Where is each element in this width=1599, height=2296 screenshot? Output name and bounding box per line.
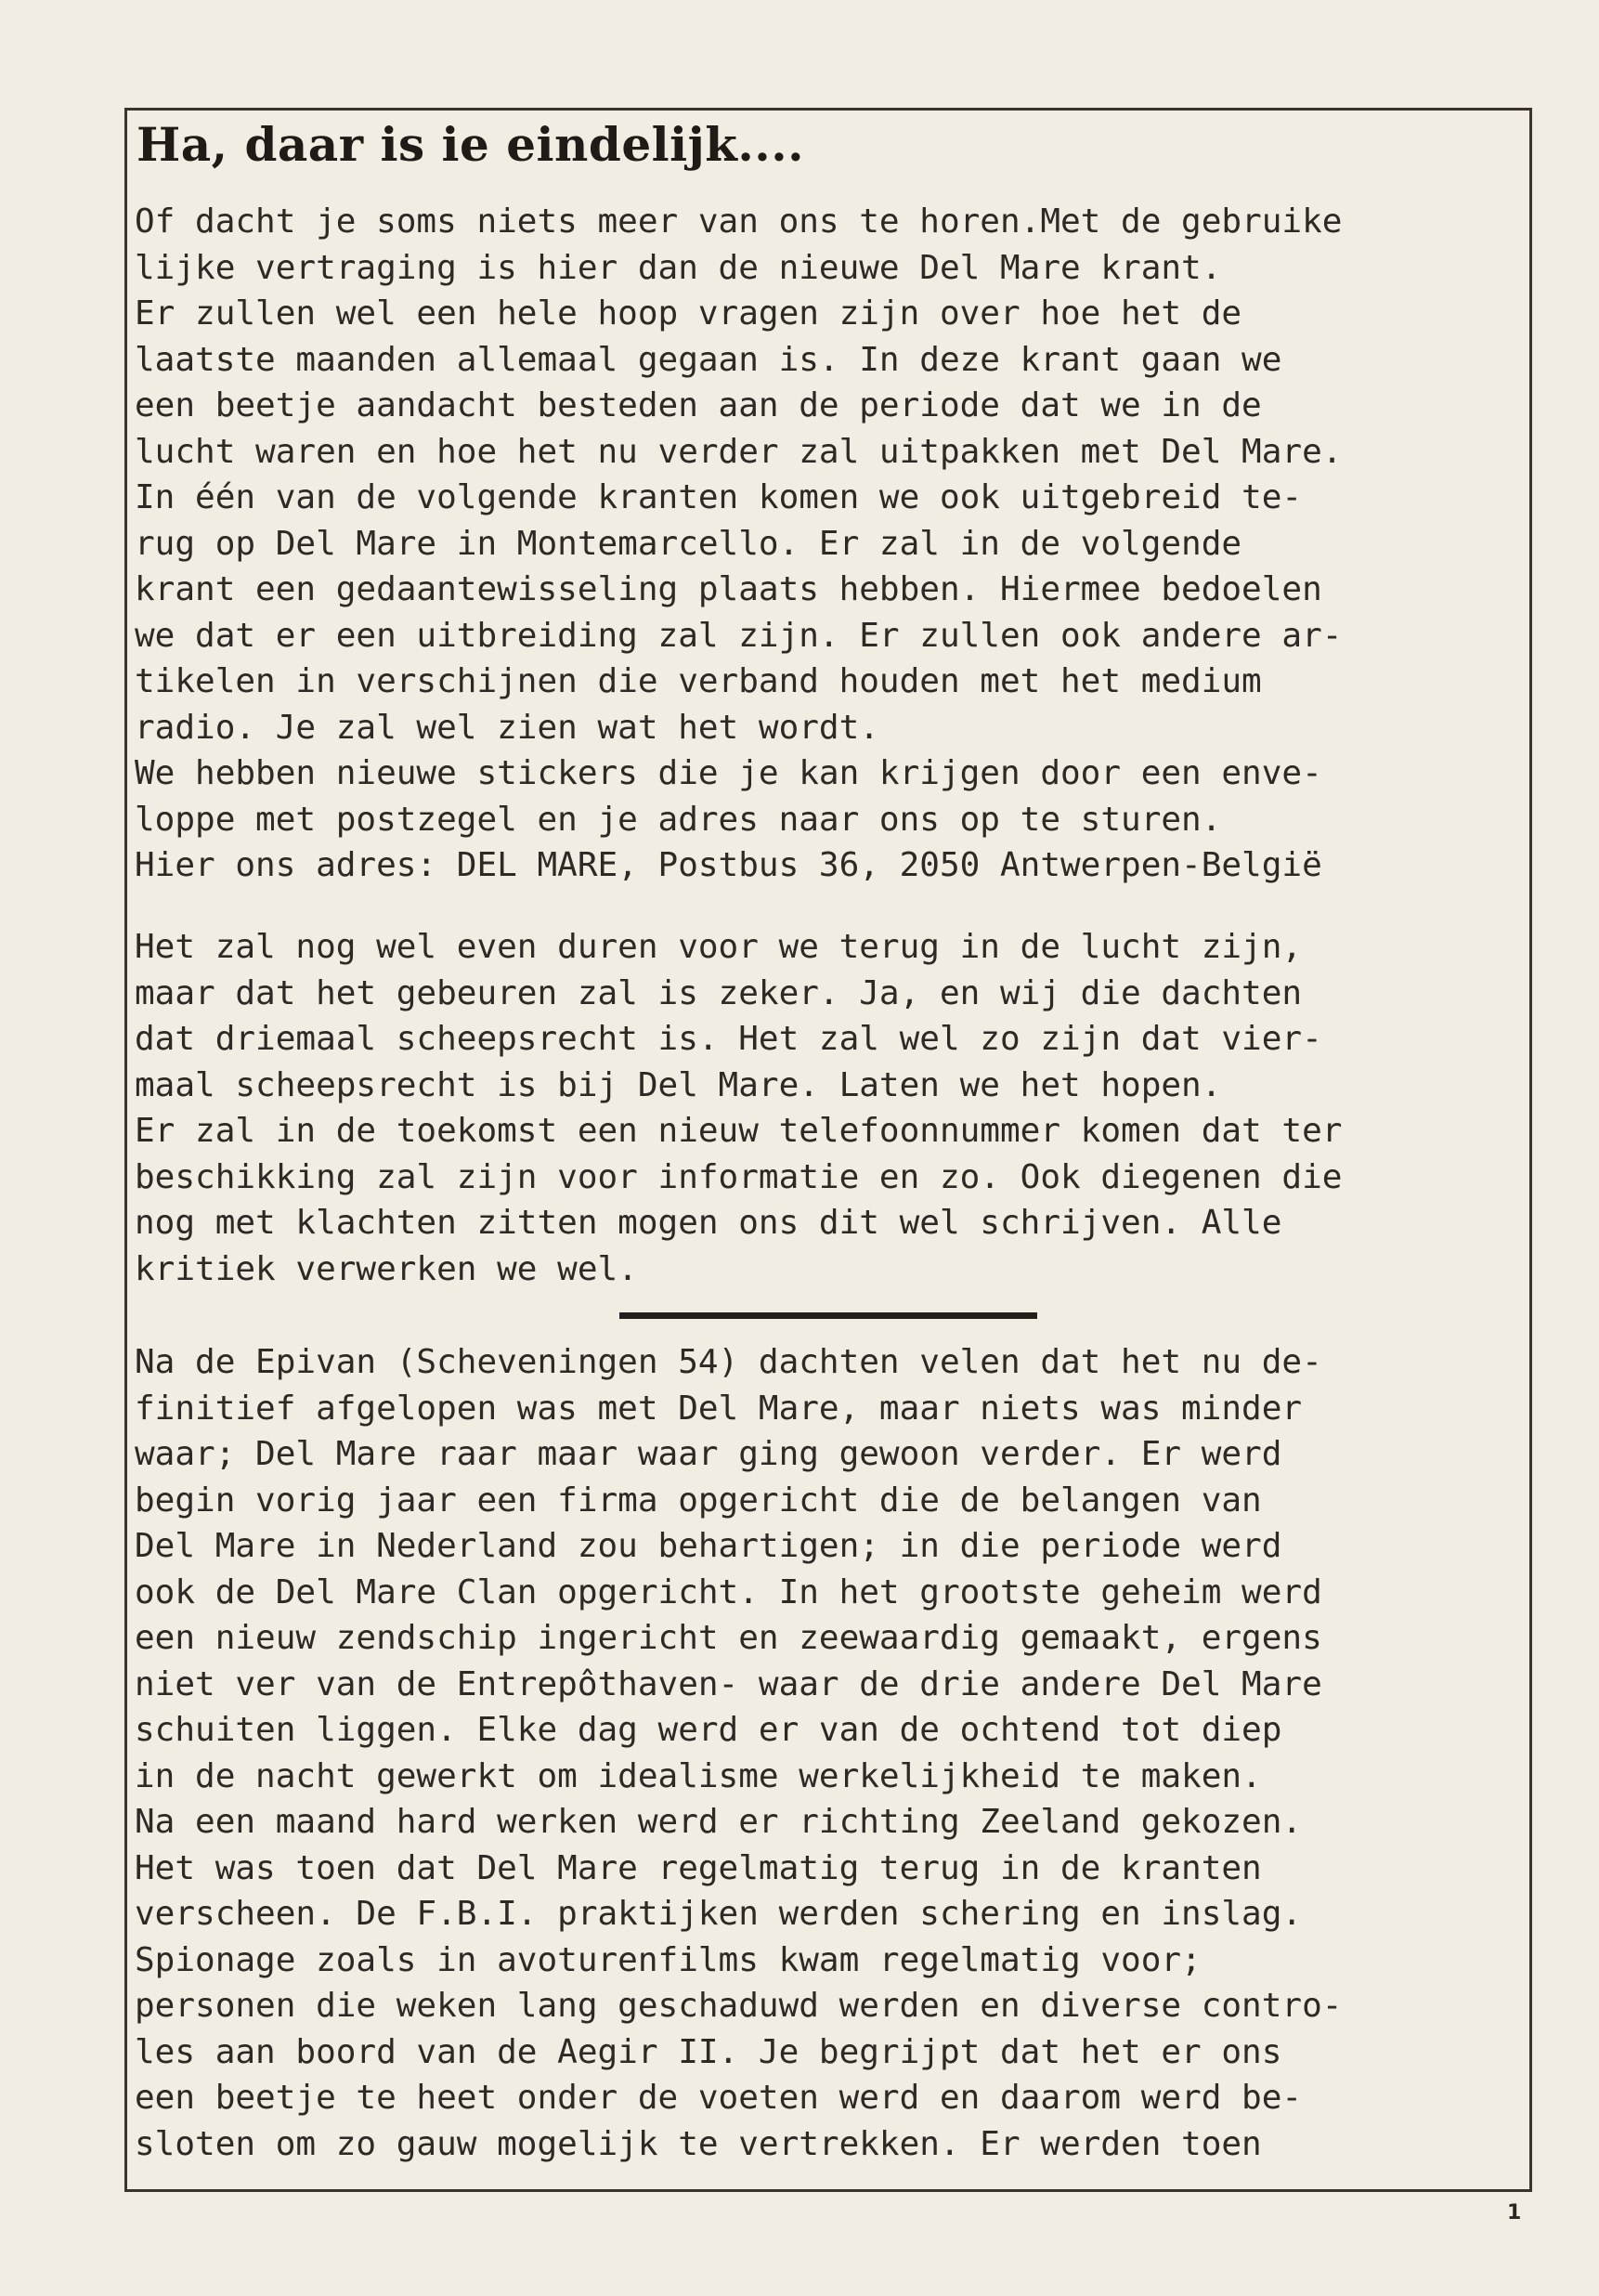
text-line: maar dat het gebeuren zal is zeker. Ja, en wij die dachten [135, 973, 1303, 1012]
text-line: Spionage zoals in avoturenfilms kwam regelmatig voor; [135, 1940, 1202, 1979]
text-line: een beetje aandacht besteden aan de periode dat we in de [135, 386, 1262, 424]
text-line: Er zullen wel een hele hoop vragen zijn over hoe het de [135, 294, 1242, 333]
text-line: nog met klachten zitten mogen ons dit wel schrijven. Alle [135, 1204, 1282, 1242]
paragraph-block-history [135, 1339, 1528, 2167]
text-line: we dat er een uitbreiding zal zijn. Er zullen ook andere ar- [135, 616, 1343, 655]
text-line: Het was toen dat Del Mare regelmatig terug in de kranten [135, 1848, 1262, 1887]
text-line: beschikking zal zijn voor informatie en zo. Ook diegenen die [135, 1157, 1343, 1196]
text-line: We hebben nieuwe stickers die je kan krijgen door een enve- [135, 754, 1322, 792]
text-line: loppe met postzegel en je adres naar ons op te sturen. [135, 800, 1222, 839]
text-line: Er zal in de toekomst een nieuw telefoonnummer komen dat ter [135, 1112, 1343, 1150]
text-line: lucht waren en hoe het nu verder zal uitpakken met Del Mare. [135, 432, 1343, 471]
paragraph-block-intro [135, 199, 1528, 889]
text-line: dat driemaal scheepsrecht is. Het zal wel zo zijn dat vier- [135, 1020, 1322, 1058]
text-line: laatste maanden allemaal gegaan is. In deze krant gaan we [135, 340, 1282, 379]
text-line: krant een gedaantewisseling plaats hebben. Hiermee bedoelen [135, 570, 1322, 608]
text-line: Del Mare in Nederland zou behartigen; in die periode werd [135, 1527, 1282, 1565]
text-line: maal scheepsrecht is bij Del Mare. Laten we het hopen. [135, 1065, 1222, 1104]
article-frame [124, 108, 1532, 2192]
text-line: ook de Del Mare Clan opgericht. In het grootste geheim werd [135, 1572, 1322, 1611]
text-line: niet ver van de Entrepôthaven- waar de drie andere Del Mare [135, 1664, 1322, 1703]
text-line: een nieuw zendschip ingericht en zeewaardig gemaakt, ergens [135, 1619, 1322, 1657]
text-line: sloten om zo gauw mogelijk te vertrekken. Er werden toen [135, 2124, 1262, 2163]
text-line: radio. Je zal wel zien wat het wordt. [135, 708, 879, 747]
text-line: Na een maand hard werken werd er richting Zeeland gekozen. [135, 1803, 1303, 1841]
text-line: Na de Epivan (Scheveningen 54) dachten velen dat het nu de- [135, 1343, 1322, 1381]
text-line: les aan boord van de Aegir II. Je begrijpt dat het er ons [135, 2032, 1282, 2071]
text-line: kritiek verwerken we wel. [135, 1249, 638, 1288]
paragraph-block-return [135, 924, 1528, 1292]
text-line: in de nacht gewerkt om idealisme werkelijkheid te maken. [135, 1756, 1262, 1795]
text-line: tikelen in verschijnen die verband houden met het medium [135, 662, 1262, 700]
text-line: Het zal nog wel even duren voor we terug in de lucht zijn, [135, 928, 1303, 966]
text-line: lijke vertraging is hier dan de nieuwe Del Mare krant. [135, 248, 1222, 287]
text-line: personen die weken lang geschaduwd werden en diverse contro- [135, 1987, 1343, 2025]
text-line: Hier ons adres: DEL MARE, Postbus 36, 2050 Antwerpen-België [135, 846, 1322, 884]
text-line: finitief afgelopen was met Del Mare, maar niets was minder [135, 1389, 1303, 1428]
text-line: Of dacht je soms niets meer van ons te horen.Met de gebruike [135, 202, 1343, 241]
text-line: rug op Del Mare in Montemarcello. Er zal in de volgende [135, 524, 1242, 563]
article-headline: Ha, daar is ie eindelijk.... [136, 117, 805, 172]
text-line: In één van de volgende kranten komen we ook uitgebreid te- [135, 478, 1303, 516]
text-line: een beetje te heet onder de voeten werd en daarom werd be- [135, 2079, 1303, 2117]
text-line: begin vorig jaar een firma opgericht die de belangen van [135, 1481, 1262, 1520]
page-number: 1 [1507, 2201, 1522, 2224]
text-line: waar; Del Mare raar maar waar ging gewoon verder. Er werd [135, 1435, 1282, 1473]
section-divider [619, 1312, 1037, 1319]
text-line: verscheen. De F.B.I. praktijken werden schering en inslag. [135, 1895, 1303, 1933]
text-line: schuiten liggen. Elke dag werd er van de ochtend tot diep [135, 1711, 1282, 1749]
